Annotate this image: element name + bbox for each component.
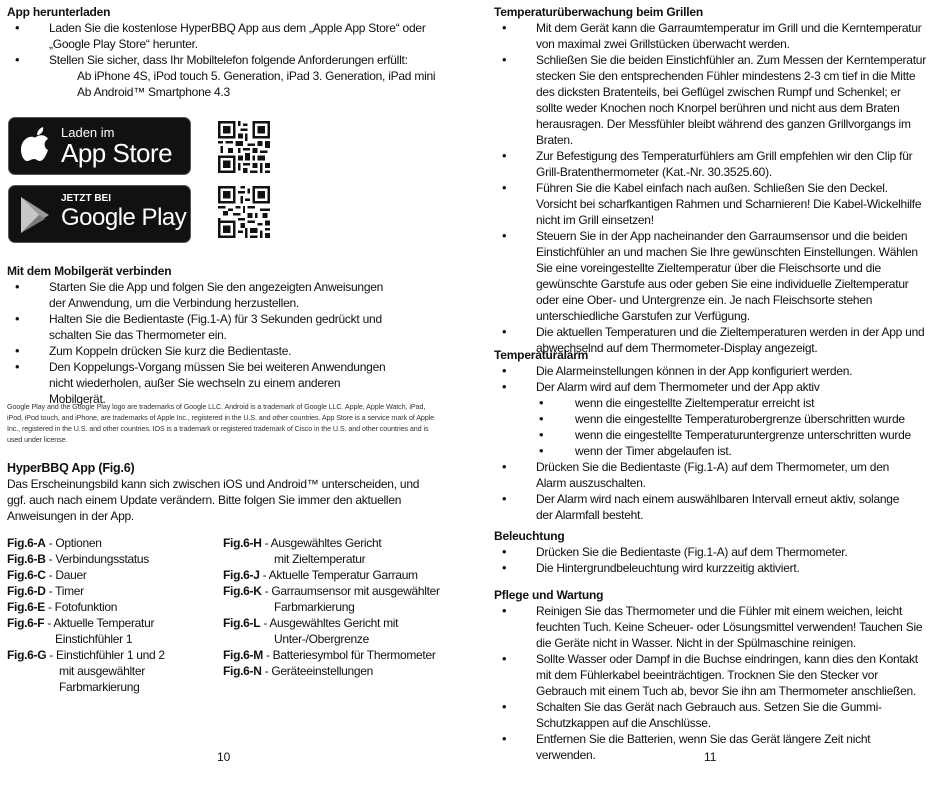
temp-alarm-list bbox=[494, 363, 926, 395]
trademark-notice: Google Play and the Google Play logo are trademarks of Google LLC. Android is a trademark of Google LLC. Apple, Apple Watch, iPad, iPod, iPod touch, and iPhone, are trademarks of Apple Inc., registered in the U.S. and other countries. App Store is a service mark of Apple Inc., registered in the U.S. and other countries. IOS is a trademark or registered trademark of Cisco in the U.S. and other countries and is used under license. bbox=[7, 402, 435, 444]
figure-item: Fig.6-F - Aktuelle Temperatur bbox=[7, 616, 155, 630]
list-item: • Schalten Sie das Gerät nach Gebrauch aus. Setzen Sie die Gummi-Schutzkappen auf die Anschlüsse. bbox=[494, 699, 928, 731]
list-item: • Die Hintergrundbeleuchtung wird kurzzeitig aktiviert. bbox=[494, 560, 926, 576]
list-item: • Halten Sie die Bedientaste (Fig.1-A) für 3 Sekunden gedrückt und schalten Sie das Thermometer ein. bbox=[7, 311, 397, 343]
temp-alarm-heading: Temperaturalarm bbox=[494, 348, 589, 362]
list-item: • Der Alarm wird nach einem auswählbaren Intervall erneut aktiv, solange der Alarmfall besteht. bbox=[494, 491, 914, 523]
app-download-list bbox=[7, 20, 427, 68]
figure-item: Fig.6-G - Einstichfühler 1 und 2 bbox=[7, 648, 165, 662]
requirement-line: Ab iPhone 4S, iPod touch 5. Generation, iPad 3. Generation, iPad mini bbox=[77, 69, 436, 83]
list-item: • Drücken Sie die Bedientaste (Fig.1-A) auf dem Thermometer, um den Alarm auszuschalten. bbox=[494, 459, 914, 491]
figure-item: Fig.6-B - Verbindungsstatus bbox=[7, 552, 149, 566]
badge-big-text: Google Play bbox=[61, 204, 187, 231]
play-store-icon bbox=[19, 196, 53, 234]
figure-item: Fig.6-N - Geräteeinstellungen bbox=[223, 664, 374, 678]
list-item: • Sollte Wasser oder Dampf in die Buchse eindringen, kann dies den Kontakt mit dem Fühlerkabel beeinträchtigen. Trocknen Sie den Stecker vor Gebrauch mit einem Tuch ab, bevor Sie ihn am Thermometer anschließen. bbox=[494, 651, 928, 699]
list-item: • Die aktuellen Temperaturen und die Zieltemperaturen werden in der App und abwechselnd auf dem Thermometer-Display angezeigt. bbox=[494, 324, 926, 356]
list-item: • Mit dem Gerät kann die Garraumtemperatur im Grill und die Kerntemperatur von maximal zwei Grillstücken überwacht werden. bbox=[494, 20, 926, 52]
figure-item: Fig.6-H - Ausgewähltes Gericht bbox=[223, 536, 382, 550]
list-item: • Der Alarm wird auf dem Thermometer und der App aktiv bbox=[494, 379, 926, 395]
requirement-line: Ab Android™ Smartphone 4.3 bbox=[77, 85, 230, 99]
list-item: • wenn die eingestellte Temperaturobergrenze überschritten wurde bbox=[494, 411, 926, 427]
figure-item: Fig.6-D - Timer bbox=[7, 584, 84, 598]
connect-list bbox=[7, 279, 397, 407]
temp-alarm-sublist bbox=[494, 395, 926, 459]
care-list bbox=[494, 603, 928, 763]
figure-item: Fig.6-A - Optionen bbox=[7, 536, 102, 550]
list-item: • Entfernen Sie die Batterien, wenn Sie das Gerät längere Zeit nicht verwenden. bbox=[494, 731, 928, 763]
hyperbbq-text: Das Erscheinungsbild kann sich zwischen iOS und Android™ unterscheiden, und ggf. auch nach einem Update verändern. Bitte folgen Sie immer den aktuellen Anweisungen in der App. bbox=[7, 477, 420, 523]
badge-small-text: JETZT BEI bbox=[61, 193, 112, 204]
list-item: • wenn die eingestellte Zieltemperatur erreicht ist bbox=[494, 395, 926, 411]
figure-item: Fig.6-E - Fotofunktion bbox=[7, 600, 118, 614]
app-store-badge[interactable] bbox=[8, 117, 191, 175]
page-number: 10 bbox=[217, 750, 231, 764]
badge-big-text: App Store bbox=[61, 138, 173, 168]
figure-legend-col2 bbox=[223, 535, 441, 679]
figure-legend-col1 bbox=[7, 535, 227, 695]
figure-item: Fig.6-C - Dauer bbox=[7, 568, 87, 582]
list-item: • Zur Befestigung des Temperaturfühlers am Grill empfehlen wir den Clip für Grill-Bratenthermometer (Kat.-Nr. 30.3525.60). bbox=[494, 148, 926, 180]
figure-item-cont: mit ausgewählter Farbmarkierung bbox=[59, 664, 145, 694]
list-item: • Drücken Sie die Bedientaste (Fig.1-A) auf dem Thermometer. bbox=[494, 544, 926, 560]
care-heading: Pflege und Wartung bbox=[494, 588, 604, 602]
list-item: • Starten Sie die App und folgen Sie den angezeigten Anweisungen der Anwendung, um die Verbindung herzustellen. bbox=[7, 279, 397, 311]
figure-item-cont: Einstichfühler 1 bbox=[55, 632, 133, 646]
badge-small-text: Laden im bbox=[61, 125, 115, 140]
figure-item-cont: Farbmarkierung bbox=[274, 600, 355, 614]
apple-logo-icon bbox=[20, 127, 52, 165]
figure-item-cont: mit Zieltemperatur bbox=[274, 552, 366, 566]
qr-code-icon bbox=[218, 186, 270, 238]
figure-item: Fig.6-J - Aktuelle Temperatur Garraum bbox=[223, 568, 418, 582]
figure-item-cont: Unter-/Obergrenze bbox=[274, 632, 369, 646]
list-item: • wenn die eingestellte Temperaturuntergrenze unterschritten wurde bbox=[494, 427, 926, 443]
list-item: • Reinigen Sie das Thermometer und die Fühler mit einem weichen, leicht feuchten Tuch. Keine Scheuer- oder Lösungsmittel verwenden! Tauchen Sie die Geräte nicht in Wasser. Nicht in der Spülmaschine reinigen. bbox=[494, 603, 928, 651]
list-item: • Steuern Sie in der App nacheinander den Garraumsensor und die beiden Einstichfühler an und machen Sie Ihre gewünschten Einstellungen. Wählen Sie eine voreingestellte Zieltemperatur über die Fleischsorte und die gewünschte Garstufe aus oder geben Sie eine individuelle Zieltemperatur oder eine Ober- und Untergrenze ein. Je nach Fleischsorte stehen unterschiedliche Garstufen zur Verfügung. bbox=[494, 228, 926, 324]
list-item: • Führen Sie die Kabel einfach nach außen. Schließen Sie den Deckel. Vorsicht bei scharfkantigen Rahmen und Scharnieren! Die Kabel-Wickelhilfe nicht im Grill einsetzen! bbox=[494, 180, 926, 228]
list-item: • Zum Koppeln drücken Sie kurz die Bedientaste. bbox=[7, 343, 397, 359]
page-number: 11 bbox=[704, 750, 717, 764]
temp-monitoring-list bbox=[494, 20, 926, 356]
app-download-heading: App herunterladen bbox=[7, 5, 111, 19]
list-item: • Den Koppelungs-Vorgang müssen Sie bei weiteren Anwendungen nicht wiederholen, außer Sie wechseln zu einem anderen Mobilgerät. bbox=[7, 359, 397, 407]
list-item: • Schließen Sie die beiden Einstichfühler an. Zum Messen der Kerntemperatur stecken Sie den entsprechenden Fühler mindestens 2-3 cm tief in die Mitte des dicksten Bratenteils, bei Geflügel zwischen Rumpf und Schenkel; er sollte weder Knochen noch Knorpel berühren und nicht aus dem Braten herausragen. Der Messfühler bleibt während des ganzen Grillvorgangs im Braten. bbox=[494, 52, 926, 148]
figure-item: Fig.6-K - Garraumsensor mit ausgewählter bbox=[223, 584, 440, 598]
temp-alarm-list-2 bbox=[494, 459, 914, 523]
list-item: • Stellen Sie sicher, dass Ihr Mobiltelefon folgende Anforderungen erfüllt: bbox=[7, 52, 427, 68]
google-play-badge[interactable] bbox=[8, 185, 191, 243]
list-item: • Die Alarmeinstellungen können in der App konfiguriert werden. bbox=[494, 363, 926, 379]
figure-item: Fig.6-M - Batteriesymbol für Thermometer bbox=[223, 648, 436, 662]
lighting-list bbox=[494, 544, 926, 576]
figure-item: Fig.6-L - Ausgewähltes Gericht mit bbox=[223, 616, 399, 630]
temp-monitoring-heading: Temperaturüberwachung beim Grillen bbox=[494, 5, 704, 19]
qr-code-icon bbox=[218, 121, 270, 173]
list-item: • Laden Sie die kostenlose HyperBBQ App aus dem „Apple App Store“ oder „Google Play Store“ herunter. bbox=[7, 20, 427, 52]
lighting-heading: Beleuchtung bbox=[494, 529, 565, 543]
hyperbbq-heading: HyperBBQ App (Fig.6) bbox=[7, 461, 135, 475]
connect-heading: Mit dem Mobilgerät verbinden bbox=[7, 264, 172, 278]
list-item: • wenn der Timer abgelaufen ist. bbox=[494, 443, 926, 459]
